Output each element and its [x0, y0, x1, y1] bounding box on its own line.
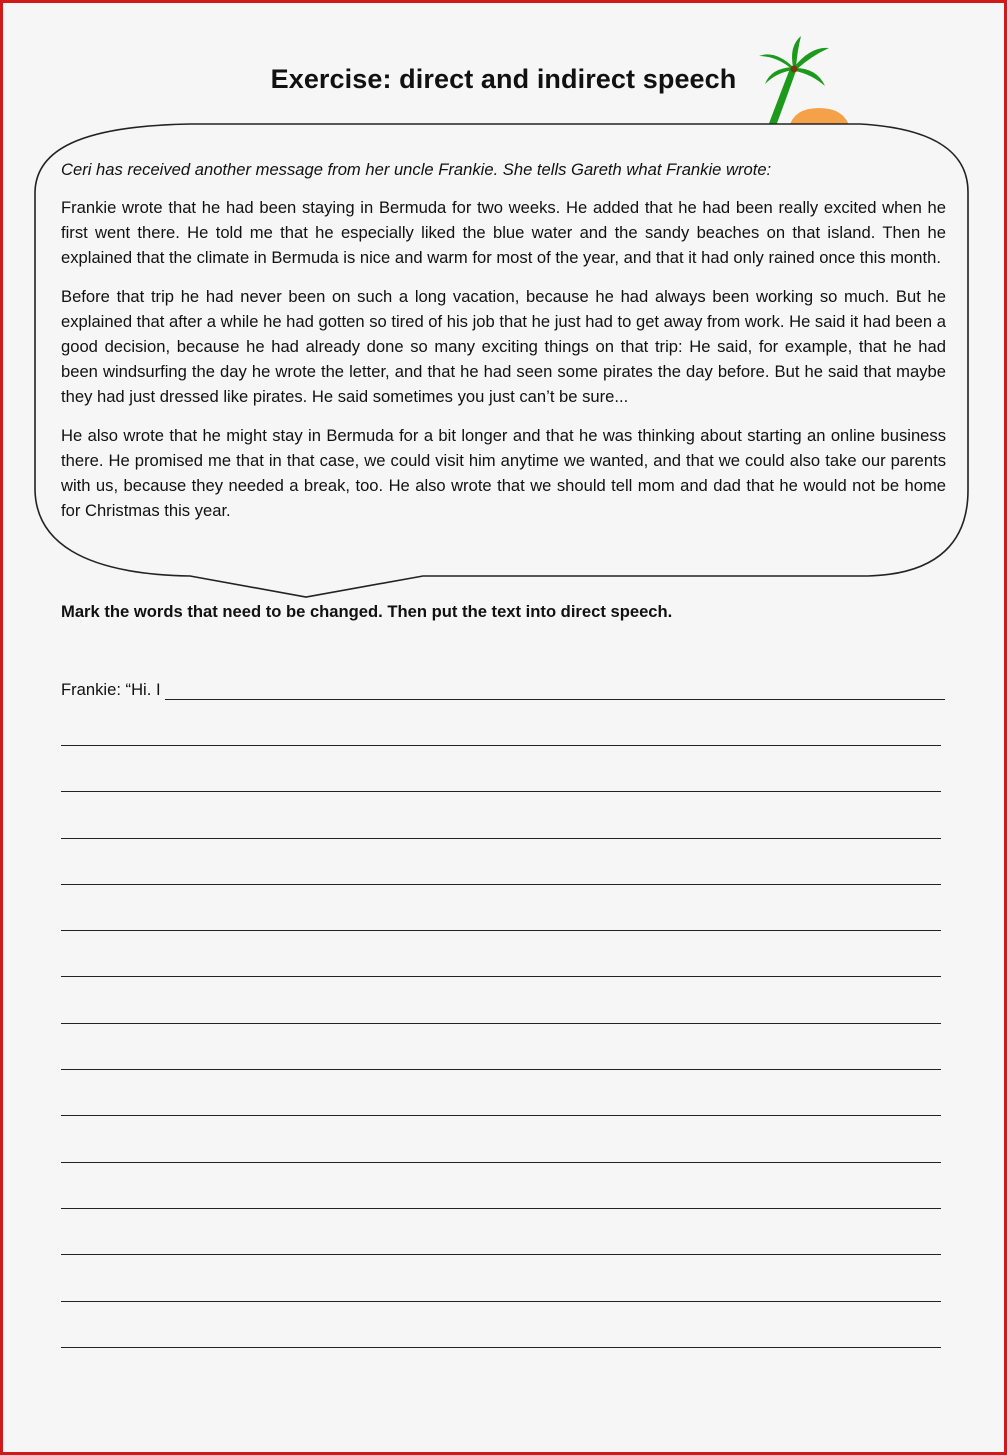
answer-line[interactable]	[61, 745, 941, 791]
speech-bubble-text	[61, 157, 946, 537]
answer-line[interactable]	[61, 1115, 941, 1161]
answer-line[interactable]	[61, 838, 941, 884]
answer-first-line	[61, 680, 945, 700]
paragraph: Before that trip he had never been on such a long vacation, because he had always been working so much. But he explained that after a while he had gotten so tired of his job that he just had to get away from work. He said it had been a good decision, because he had already done so many exciting things on that trip: He said, for example, that he had been windsurfing the day he wrote the letter, and that he had seen some pirates the day before. But he said that maybe they had just dressed like pirates. He said sometimes you just can’t be sure...	[61, 287, 946, 406]
instruction-text: Mark the words that need to be changed. Then put the text into direct speech.	[61, 602, 673, 621]
answer-lines	[61, 745, 941, 1393]
answer-line[interactable]	[61, 1162, 941, 1208]
answer-line[interactable]	[61, 1208, 941, 1254]
answer-line[interactable]	[61, 930, 941, 976]
answer-blank[interactable]	[165, 681, 945, 700]
answer-line[interactable]	[61, 1069, 941, 1115]
intro-text: Ceri has received another message from her uncle Frankie. She tells Gareth what Frankie wrote:	[61, 160, 772, 179]
answer-line[interactable]	[61, 791, 941, 837]
paragraph: Frankie wrote that he had been staying in Bermuda for two weeks. He added that he had been really excited when he first went there. He told me that he especially liked the blue water and the sandy beaches on that island. Then he explained that the climate in Bermuda is nice and warm for most of the year, and that it had only rained once this month.	[61, 198, 946, 267]
answer-lead-text: Frankie: “Hi. I	[61, 680, 161, 699]
answer-line[interactable]	[61, 1301, 941, 1347]
answer-line[interactable]	[61, 1254, 941, 1300]
answer-line[interactable]	[61, 1347, 941, 1393]
paragraph: He also wrote that he might stay in Bermuda for a bit longer and that he was thinking about starting an online business there. He promised me that in that case, we could visit him anytime we wanted, and that we could also take our parents with us, because they needed a break, too. He also wrote that we should tell mom and dad that he would not be home for Christmas this year.	[61, 426, 946, 520]
answer-line[interactable]	[61, 976, 941, 1022]
answer-line[interactable]	[61, 1023, 941, 1069]
answer-line[interactable]	[61, 884, 941, 930]
page-title: Exercise: direct and indirect speech	[270, 64, 737, 94]
